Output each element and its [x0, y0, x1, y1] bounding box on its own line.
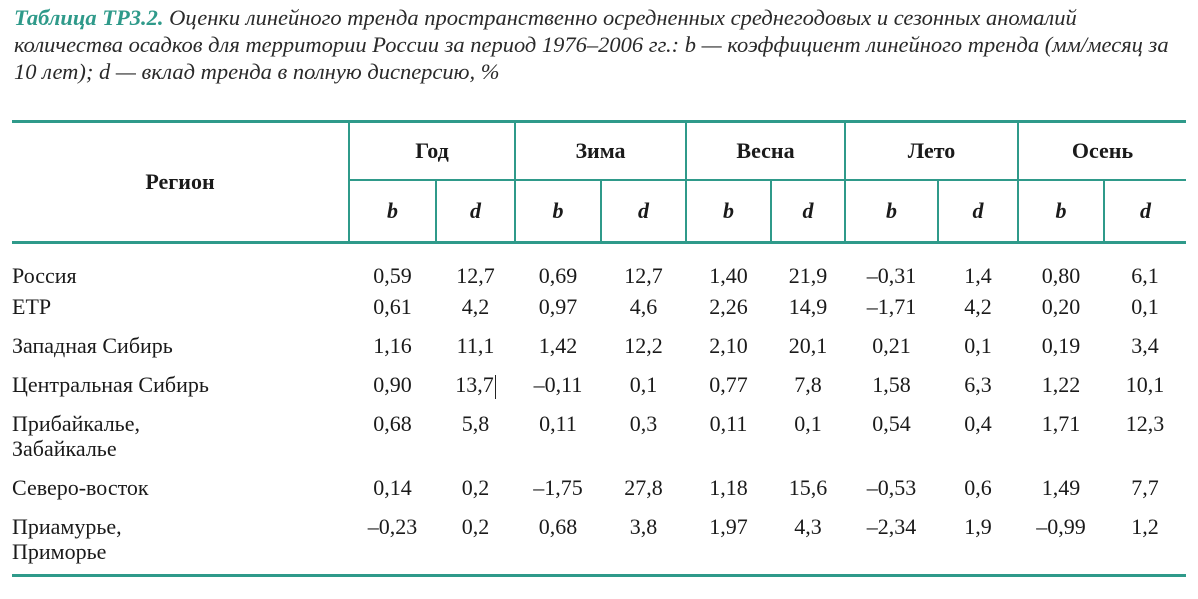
region-name — [12, 508, 349, 576]
value-cell: 0,21 — [872, 333, 911, 358]
table-row — [12, 405, 1186, 469]
group-header-year: Год — [349, 122, 515, 180]
value-cell: –0,23 — [367, 514, 418, 539]
value-cell: 7,7 — [1131, 475, 1159, 500]
sub-header-b: b — [349, 180, 436, 243]
table-row — [12, 366, 1186, 405]
value-cell: 4,2 — [461, 294, 490, 319]
value-cell: –1,75 — [533, 475, 583, 500]
sub-header-b: b — [1018, 180, 1104, 243]
value-cell: –0,53 — [866, 475, 917, 500]
value-cell: 0,6 — [964, 475, 992, 500]
value-cell: 1,4 — [964, 263, 992, 288]
value-cell: 6,1 — [1131, 263, 1159, 288]
value-cell: 0,97 — [538, 294, 578, 319]
group-header-winter: Зима — [515, 122, 686, 180]
value-cell: 0,11 — [539, 411, 577, 436]
value-cell: 12,3 — [1125, 411, 1165, 436]
value-cell: 7,8 — [794, 372, 822, 397]
value-cell: 0,1 — [629, 372, 658, 397]
value-cell: 4,6 — [629, 294, 658, 319]
value-cell: 0,2 — [461, 475, 490, 500]
sub-header-d: d — [771, 180, 845, 243]
value-cell: –0,99 — [1036, 514, 1086, 539]
sub-header-d: d — [436, 180, 515, 243]
value-cell: –0,31 — [866, 263, 917, 288]
region-name: Центральная Сибирь — [12, 372, 209, 397]
value-cell: 4,3 — [794, 514, 822, 539]
value-cell: 0,1 — [794, 411, 822, 436]
value-cell: 15,6 — [788, 475, 828, 500]
value-cell: 3,8 — [629, 514, 658, 539]
value-cell: 1,22 — [1041, 372, 1081, 397]
value-cell: 0,1 — [964, 333, 992, 358]
group-header-summer: Лето — [845, 122, 1018, 180]
value-cell: 0,90 — [373, 372, 412, 397]
value-cell: 0,61 — [373, 294, 412, 319]
value-cell: 27,8 — [624, 475, 663, 500]
value-cell: 1,58 — [872, 372, 911, 397]
value-cell: 11,1 — [456, 333, 495, 358]
table-caption — [14, 4, 1184, 85]
region-name: Россия — [12, 263, 77, 288]
value-cell: 0,68 — [373, 411, 412, 436]
value-cell: 0,20 — [1041, 294, 1081, 319]
region-name: Западная Сибирь — [12, 333, 173, 358]
value-cell: 1,16 — [373, 333, 412, 358]
table-row — [12, 243, 1186, 289]
sub-header-d: d — [601, 180, 686, 243]
value-cell: 12,7 — [456, 263, 495, 288]
value-cell: 12,2 — [624, 333, 663, 358]
value-cell: 0,54 — [872, 411, 911, 436]
caption-text: Оценки линейного тренда пространственно осредненных среднегодовых и сезонных аномалий количества осадков для территории России за период 1976–2006 гг.: b — коэффициент линейного тренда (мм/месяц за 10 лет); d — вклад тренда в полную дисперсию, % — [14, 5, 1169, 84]
value-cell: 0,4 — [964, 411, 992, 436]
value-cell: –0,11 — [533, 372, 583, 397]
value-cell: 3,4 — [1131, 333, 1159, 358]
group-header-autumn: Осень — [1018, 122, 1186, 180]
region-name-line: Прибайкалье, — [12, 411, 140, 436]
table-row — [12, 327, 1186, 366]
value-cell: 6,3 — [964, 372, 992, 397]
region-name-line: Приамурье, — [12, 514, 122, 539]
value-cell: 5,8 — [461, 411, 490, 436]
value-cell: 1,49 — [1041, 475, 1081, 500]
value-cell: 1,42 — [538, 333, 578, 358]
value-cell: 20,1 — [788, 333, 828, 358]
value-cell: 0,2 — [461, 514, 490, 539]
region-name: ЕТР — [12, 294, 52, 319]
sub-header-d: d — [938, 180, 1018, 243]
sub-header-b: b — [845, 180, 938, 243]
table-row — [12, 469, 1186, 508]
value-cell: 1,18 — [709, 475, 748, 500]
value-cell: 10,1 — [1125, 372, 1165, 397]
table-number: Таблица ТР3.2. — [14, 5, 164, 30]
region-name: Северо-восток — [12, 475, 149, 500]
text-cursor — [495, 375, 496, 399]
header-row-groups — [12, 122, 1186, 180]
region-name-line: Приморье — [12, 539, 107, 564]
sub-header-b: b — [686, 180, 771, 243]
value-cell: 0,77 — [709, 372, 748, 397]
value-cell: 0,11 — [709, 411, 748, 436]
value-cell: 14,9 — [788, 294, 828, 319]
value-cell: –2,34 — [866, 514, 917, 539]
value-cell: 0,69 — [538, 263, 578, 288]
value-cell: 1,2 — [1131, 514, 1159, 539]
region-name — [12, 405, 349, 469]
value-cell: 0,68 — [538, 514, 578, 539]
value-cell: –1,71 — [866, 294, 917, 319]
value-cell: 0,1 — [1131, 294, 1159, 319]
value-cell: 1,71 — [1041, 411, 1081, 436]
value-text: 13,7 — [455, 372, 494, 397]
table-row — [12, 508, 1186, 576]
value-cell: 0,3 — [629, 411, 658, 436]
value-cell: 4,2 — [964, 294, 992, 319]
sub-header-b: b — [515, 180, 601, 243]
precipitation-trend-table — [12, 120, 1186, 577]
table-row — [12, 288, 1186, 327]
value-cell: 0,80 — [1041, 263, 1081, 288]
region-header: Регион — [145, 169, 215, 194]
region-name-line: Забайкалье — [12, 436, 117, 461]
value-cell: 1,9 — [964, 514, 992, 539]
value-cell — [436, 366, 515, 405]
group-header-spring: Весна — [686, 122, 845, 180]
value-cell: 0,59 — [373, 263, 412, 288]
value-cell: 2,10 — [709, 333, 748, 358]
value-cell: 21,9 — [788, 263, 828, 288]
value-cell: 2,26 — [709, 294, 748, 319]
value-cell: 0,19 — [1041, 333, 1081, 358]
value-cell: 0,14 — [373, 475, 412, 500]
sub-header-d: d — [1104, 180, 1186, 243]
value-cell: 1,40 — [709, 263, 748, 288]
value-cell: 1,97 — [709, 514, 748, 539]
value-cell: 12,7 — [624, 263, 663, 288]
